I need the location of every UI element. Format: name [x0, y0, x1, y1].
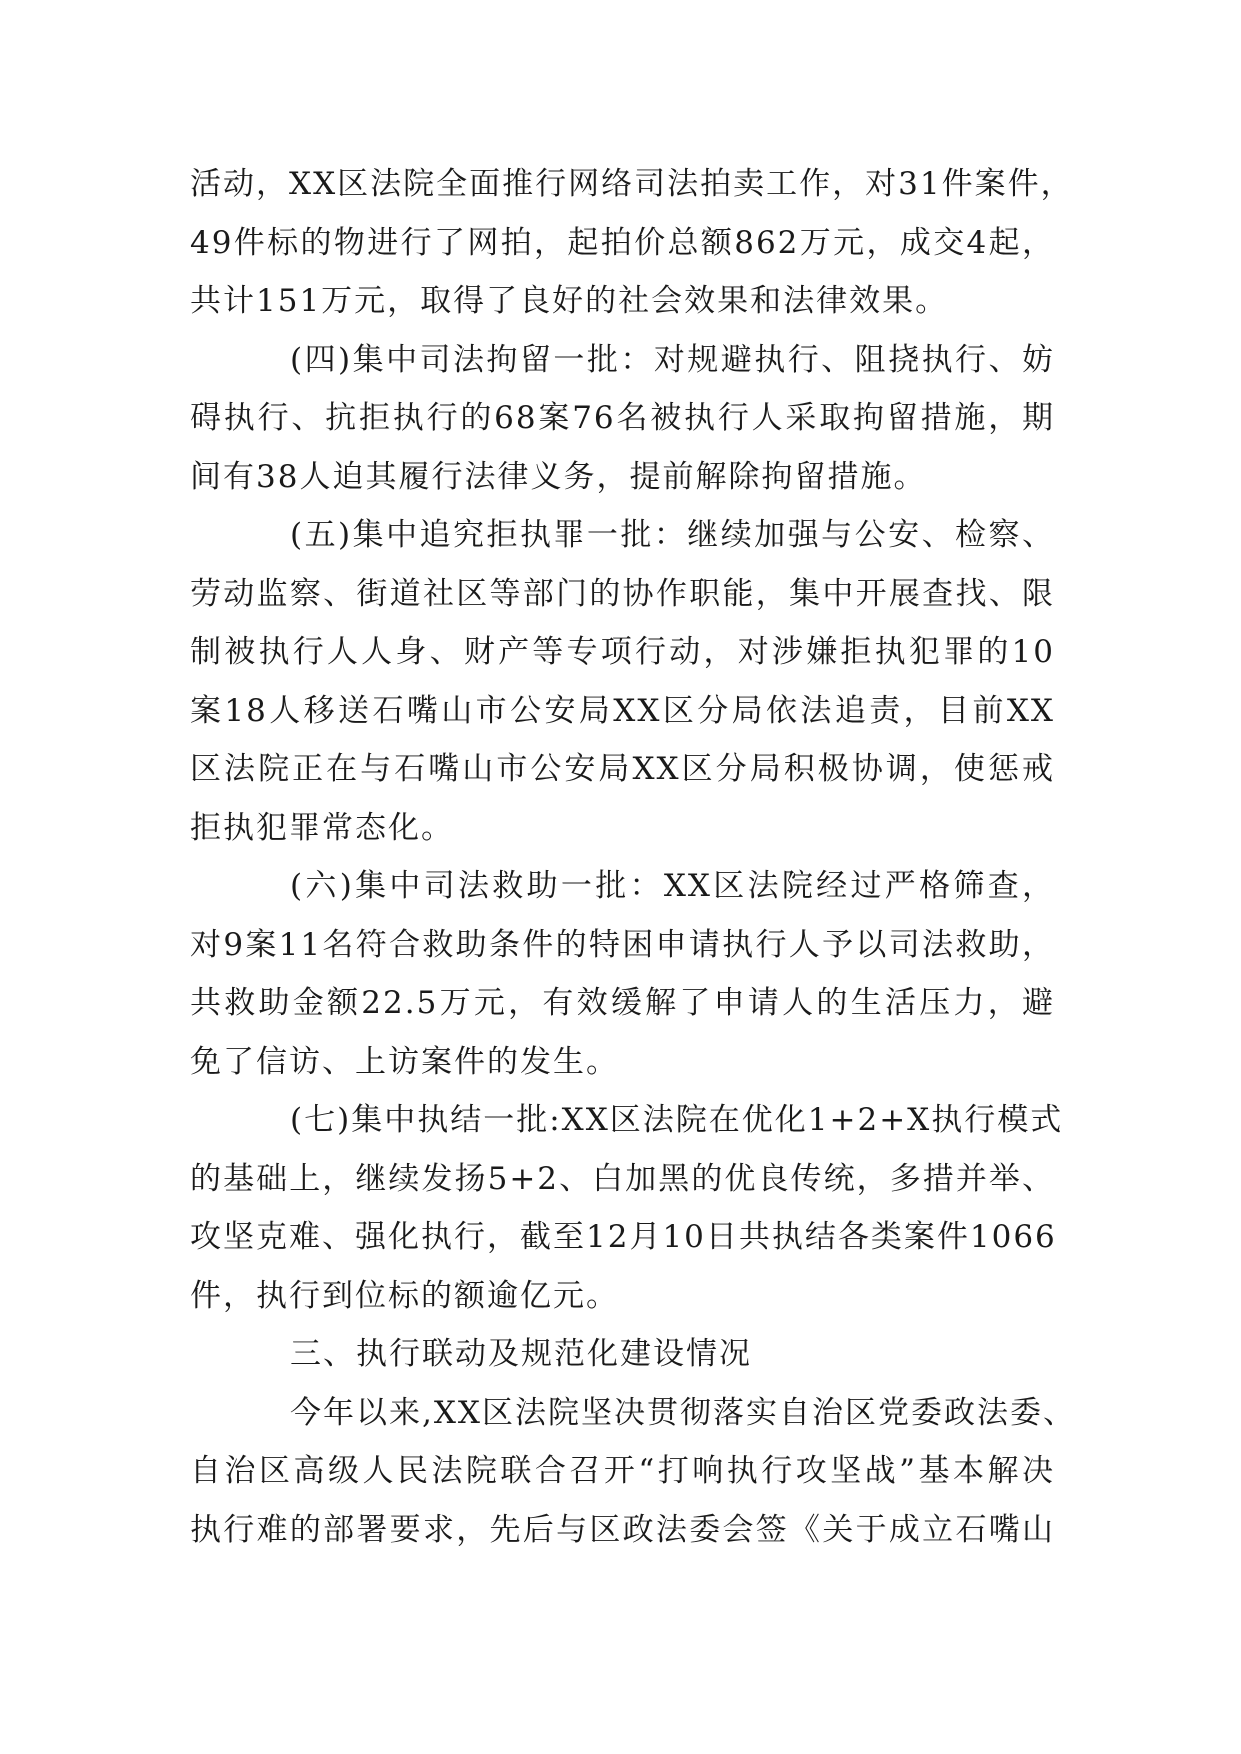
- text-line: 49件标的物进行了网拍，起拍价总额862万元，成交4起，: [190, 224, 1055, 261]
- text-line: 三、执行联动及规范化建设情况: [290, 1336, 752, 1372]
- text-line: (五)集中追究拒执罪一批：继续加强与公安、检察、: [290, 517, 1055, 553]
- text-line: 案18人移送石嘴山市公安局XX区分局依法追责，目前XX: [190, 692, 1055, 729]
- text-line: 攻坚克难、强化执行，截至12月10日共执结各类案件1066: [190, 1219, 1057, 1255]
- text-line: 活动，XX区法院全面推行网络司法拍卖工作，对31件案件，: [190, 166, 1074, 202]
- text-line: 的基础上，继续发扬5+2、白加黑的优良传统，多措并举、: [190, 1160, 1055, 1197]
- text-line: 拒执犯罪常态化。: [190, 809, 454, 846]
- text-line: 间有38人迫其履行法律义务，提前解除拘留措施。: [190, 458, 927, 495]
- text-line: (四)集中司法拘留一批：对规避执行、阻挠执行、妨: [290, 341, 1055, 378]
- text-line: 制被执行人人身、财产等专项行动，对涉嫌拒执犯罪的10: [190, 634, 1055, 670]
- text-line: 共计151万元，取得了良好的社会效果和法律效果。: [190, 283, 949, 319]
- text-line: 区法院正在与石嘴山市公安局XX区分局积极协调，使惩戒: [190, 751, 1055, 787]
- text-line: 对9案11名符合救助条件的特困申请执行人予以司法救助，: [190, 926, 1055, 963]
- text-line: 执行难的部署要求，先后与区政法委会签《关于成立石嘴山: [190, 1511, 1055, 1548]
- text-line: 免了信访、上访案件的发生。: [190, 1043, 619, 1080]
- text-line: 自治区高级人民法院联合召开“打响执行攻坚战”基本解决: [190, 1453, 1055, 1489]
- text-line: (七)集中执结一批:XX区法院在优化1+2+X执行模式: [290, 1102, 1064, 1138]
- text-line: 今年以来,XX区法院坚决贯彻落实自治区党委政法委、: [290, 1394, 1076, 1431]
- text-line: 劳动监察、街道社区等部门的协作职能，集中开展查找、限: [190, 575, 1055, 612]
- document-body: [190, 155, 1076, 1559]
- text-line: (六)集中司法救助一批：XX区法院经过严格筛查，: [290, 868, 1055, 904]
- text-line: 件，执行到位标的额逾亿元。: [190, 1277, 619, 1314]
- text-line: 共救助金额22.5万元，有效缓解了申请人的生活压力，避: [190, 985, 1055, 1021]
- text-line: 碍执行、抗拒执行的68案76名被执行人采取拘留措施，期: [190, 400, 1055, 436]
